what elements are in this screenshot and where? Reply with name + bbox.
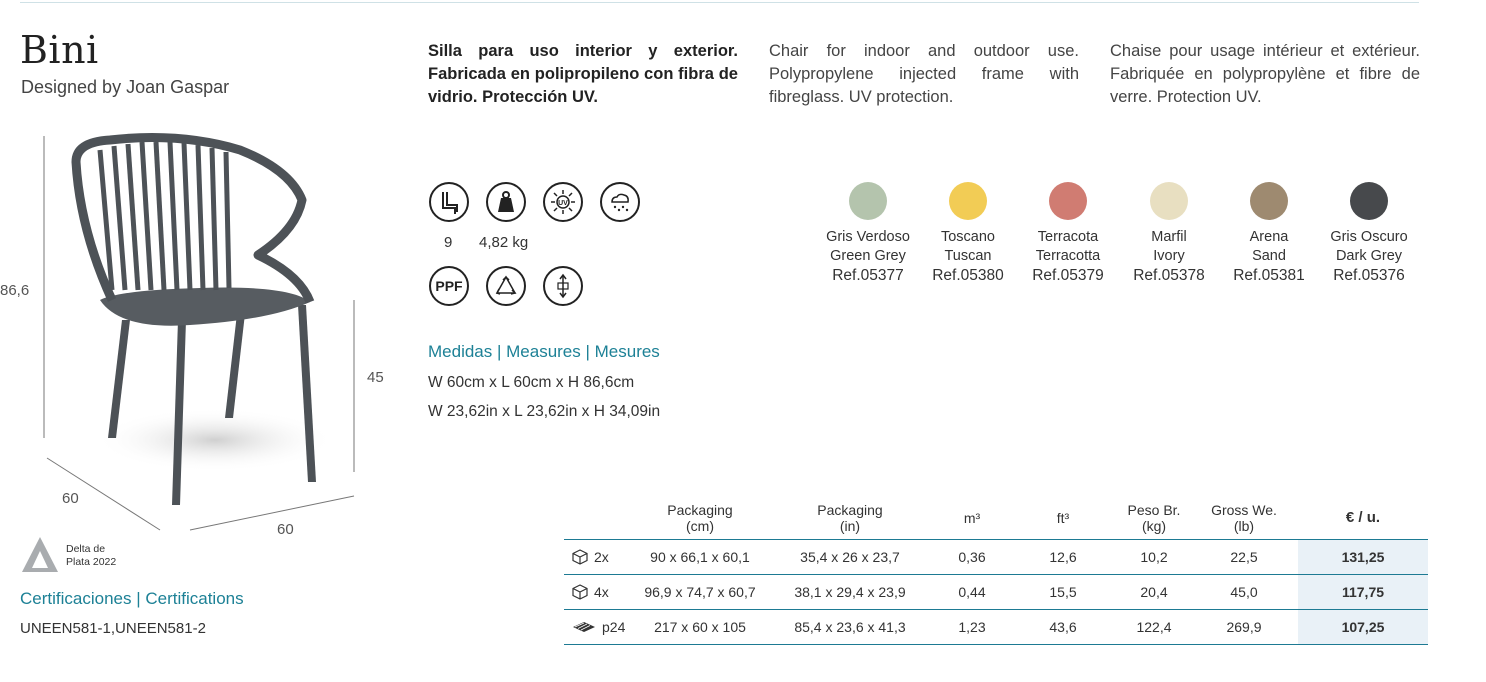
color-label <box>1018 228 1118 285</box>
col-header-price: € / u. <box>1345 508 1381 526</box>
cell-lb: 45,0 <box>1190 575 1298 610</box>
cell-lb: 269,9 <box>1190 610 1298 645</box>
color-name-en: Green Grey <box>830 248 906 264</box>
color-label <box>1319 228 1419 285</box>
cell-in: 85,4 x 23,6 x 41,3 <box>764 610 936 645</box>
cell-ft3: 15,5 <box>1008 575 1118 610</box>
color-name-es: Gris Verdoso <box>826 229 910 245</box>
col-header-lb: Gross We. (lb) <box>1211 501 1277 534</box>
cell-in: 35,4 x 26 x 23,7 <box>764 540 936 575</box>
cell-price: 131,25 <box>1298 540 1428 575</box>
certifications-values: UNEEN581-1,UNEEN581-2 <box>20 620 206 637</box>
cell-in: 38,1 x 29,4 x 23,9 <box>764 575 936 610</box>
color-name-es: Arena <box>1249 229 1289 245</box>
dimension-height-total: 86,6 <box>0 282 30 299</box>
pallet-icon <box>572 620 596 634</box>
uv-icon-text: UV <box>558 200 568 207</box>
measures-metric: W 60cm x L 60cm x H 86,6cm <box>428 374 635 391</box>
recyclable-icon <box>486 266 526 306</box>
color-label <box>1219 228 1319 285</box>
color-ref: Ref.05378 <box>1133 267 1205 284</box>
color-name-en: Dark Grey <box>1335 248 1403 264</box>
ppf-icon <box>429 266 469 306</box>
color-swatch <box>949 182 987 220</box>
color-swatch <box>1049 182 1087 220</box>
color-name-es: Marfil <box>1151 229 1187 245</box>
color-name-en: Tuscan <box>944 248 992 264</box>
table-row <box>564 540 1428 575</box>
award-logo <box>19 534 61 574</box>
table-row <box>564 575 1428 610</box>
cell-kg: 10,2 <box>1118 540 1190 575</box>
measures-imperial: W 23,62in x L 23,62in x H 34,09in <box>428 403 661 420</box>
color-swatch <box>1250 182 1288 220</box>
color-name-es: Terracota <box>1037 229 1099 245</box>
product-title: Bini <box>20 28 99 72</box>
weight-icon <box>486 182 526 222</box>
color-label <box>918 228 1018 285</box>
col-header-pack <box>564 496 636 540</box>
cell-m3: 1,23 <box>936 610 1008 645</box>
cell-ft3: 12,6 <box>1008 540 1118 575</box>
dimension-depth: 60 <box>62 490 79 507</box>
certifications-heading: Certificaciones | Certifications <box>20 589 244 608</box>
description-fr: Chaise pour usage intérieur et extérieur. Fabriquée en polypropylène et fibre de verre. Protection UV. <box>1110 42 1420 106</box>
color-ref: Ref.05376 <box>1333 267 1405 284</box>
description-en: Chair for indoor and outdoor use. Polypropylene injected frame with fibreglass. UV protection. <box>769 42 1079 106</box>
designer-credit: Designed by Joan Gaspar <box>21 77 230 97</box>
award-line-1: Delta de <box>66 543 106 555</box>
weather-resistant-icon <box>600 182 640 222</box>
chair-illustration <box>0 120 380 540</box>
cell-kg: 20,4 <box>1118 575 1190 610</box>
ppf-icon-text: PPF <box>435 278 463 294</box>
box-icon <box>572 549 588 565</box>
top-divider <box>20 2 1419 3</box>
cell-m3: 0,44 <box>936 575 1008 610</box>
color-name-en: Terracotta <box>1035 248 1101 264</box>
cell-pack <box>564 540 636 575</box>
col-header-m3: m³ <box>963 509 981 526</box>
color-name-es: Toscano <box>940 229 995 245</box>
cell-kg: 122,4 <box>1118 610 1190 645</box>
color-name-en: Ivory <box>1153 248 1185 264</box>
cell-ft3: 43,6 <box>1008 610 1118 645</box>
color-swatch <box>1350 182 1388 220</box>
col-header-in: Packaging (in) <box>817 501 883 534</box>
color-name-en: Sand <box>1252 248 1286 264</box>
box-icon <box>572 584 588 600</box>
color-ref: Ref.05379 <box>1032 267 1104 284</box>
dimension-width: 60 <box>277 521 294 538</box>
cell-lb: 22,5 <box>1190 540 1298 575</box>
pack-qty: 2x <box>594 549 609 565</box>
cell-price: 107,25 <box>1298 610 1428 645</box>
award-text <box>66 543 116 569</box>
col-header-kg: Peso Br. (kg) <box>1127 501 1181 534</box>
cell-cm: 90 x 66,1 x 60,1 <box>636 540 764 575</box>
packaging-table <box>564 496 1428 645</box>
cell-m3: 0,36 <box>936 540 1008 575</box>
dimension-seat-height: 45 <box>367 369 384 386</box>
color-name-es: Gris Oscuro <box>1330 229 1408 245</box>
weight-value: 4,82 kg <box>479 234 529 251</box>
award-line-2: Plata 2022 <box>66 556 117 568</box>
stack-count: 9 <box>444 234 453 251</box>
color-ref: Ref.05380 <box>932 267 1004 284</box>
color-label <box>1119 228 1219 285</box>
pack-qty: 4x <box>594 584 609 600</box>
cell-cm: 217 x 60 x 105 <box>636 610 764 645</box>
stackable-icon <box>429 182 469 222</box>
color-ref: Ref.05381 <box>1233 267 1305 284</box>
color-swatch <box>1150 182 1188 220</box>
height-icon <box>543 266 583 306</box>
measures-heading: Medidas | Measures | Mesures <box>428 342 660 361</box>
pack-qty: p24 <box>602 619 626 635</box>
col-header-cm: Packaging (cm) <box>667 501 733 534</box>
color-swatch <box>849 182 887 220</box>
table-row <box>564 610 1428 645</box>
color-ref: Ref.05377 <box>832 267 904 284</box>
description-es: Silla para uso interior y exterior. Fabricada en polipropileno con fibra de vidrio. Protección UV. <box>428 42 738 106</box>
color-label <box>818 228 918 285</box>
uv-protection-icon <box>543 182 583 222</box>
table-header-row <box>564 496 1428 540</box>
cell-pack <box>564 610 636 645</box>
cell-price: 117,75 <box>1298 575 1428 610</box>
col-header-ft3: ft³ <box>1056 509 1070 526</box>
cell-cm: 96,9 x 74,7 x 60,7 <box>636 575 764 610</box>
cell-pack <box>564 575 636 610</box>
